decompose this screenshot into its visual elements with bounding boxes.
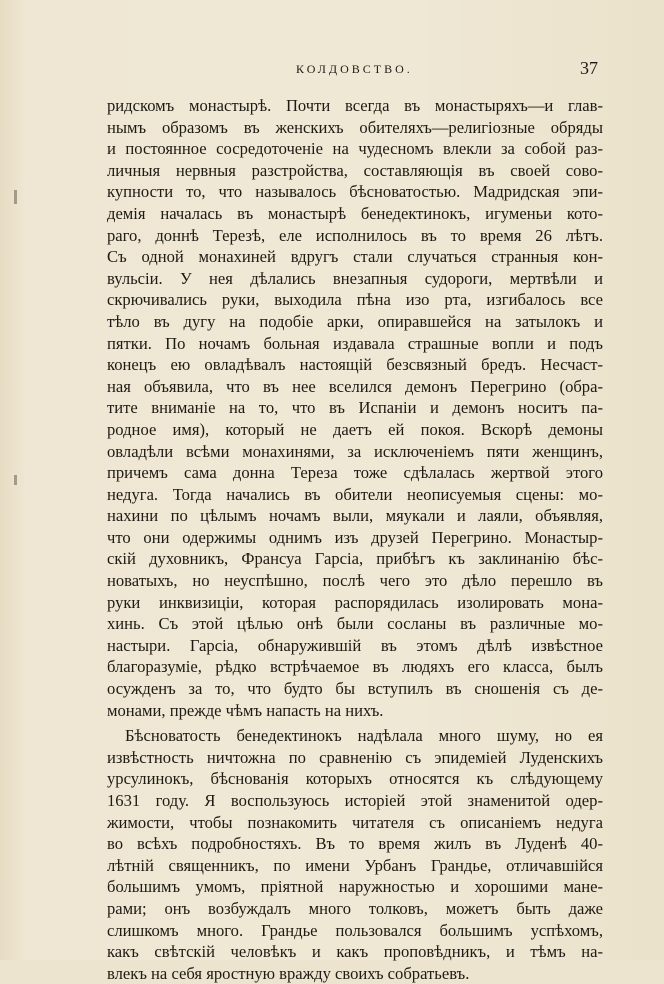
- text-line: Бѣсноватость бенедектинокъ надѣлала много шуму, но ея: [125, 726, 603, 746]
- text-line: извѣстность ничтожна по сравненію съ эпидеміей Луденскихъ: [107, 747, 603, 767]
- text-line: скій духовникъ, Франсуа Гарсіа, прибѣгъ къ заклинанію бѣс-: [107, 549, 603, 569]
- text-line: влекъ на себя яростную вражду своихъ собратьевъ.: [107, 963, 470, 983]
- text-line: новатыхъ, но неуспѣшно, послѣ чего это дѣло перешло въ: [107, 571, 603, 591]
- text-line: пятки. По ночамъ больная издавала страшные вопли и подъ: [107, 333, 603, 353]
- running-title: КОЛДОВСТВО.: [296, 62, 413, 76]
- text-line: во всѣхъ подробностяхъ. Въ то время жилъ въ Луденѣ 40-: [107, 834, 603, 854]
- text-line: хинь. Съ этой цѣлью онѣ были сосланы въ различные мо-: [107, 614, 603, 634]
- margin-ink-mark: [14, 190, 17, 204]
- text-line: недуга. Тогда начались въ обители неописуемыя сцены: мо-: [107, 484, 603, 504]
- text-line: слишкомъ много. Грандье пользовался большимъ успѣхомъ,: [107, 920, 603, 940]
- text-line: большимъ умомъ, пріятной наружностью и хорошими мане-: [107, 877, 603, 897]
- text-line: рами; онъ возбуждалъ много толковъ, можетъ быть даже: [107, 898, 603, 918]
- text-line: раго, доннѣ Терезѣ, еле исполнилось въ то время 26 лѣтъ.: [107, 225, 603, 245]
- text-line: настыри. Гарсіа, обнаружившій въ этомъ дѣлѣ извѣстное: [107, 635, 603, 655]
- text-line: и постоянное сосредоточеніе на чудесномъ влекли за собой раз-: [107, 139, 603, 159]
- text-line: 1631 году. Я воспользуюсь исторіей этой знаменитой одер-: [107, 791, 603, 810]
- text-line: вульсіи. У нея дѣлались внезапныя судороги, мертвѣли и: [107, 268, 603, 288]
- text-line: какъ свѣтскій человѣкъ и какъ проповѣдникъ, и тѣмъ на-: [107, 942, 603, 962]
- text-line: тите вниманіе на то, что въ Испаніи и демонъ носитъ па-: [107, 398, 603, 418]
- text-line: руки инквизиціи, которая распорядилась изолировать мона-: [107, 592, 603, 612]
- text-line: нахини по цѣлымъ ночамъ выли, мяукали и лаяли, объявляя,: [107, 506, 603, 526]
- text-line: родное имя), который не даетъ ей покоя. Вскорѣ демоны: [107, 419, 603, 439]
- text-line: благоразуміе, рѣдко встрѣчаемое въ людяхъ его класса, былъ: [107, 657, 603, 677]
- text-line: что они одержимы однимъ изъ друзей Перегрино. Монастыр-: [107, 527, 603, 547]
- text-line: монами, прежде чѣмъ напасть на нихъ.: [107, 700, 384, 720]
- text-line: жимости, чтобы познакомить читателя съ описаніемъ недуга: [107, 812, 603, 832]
- text-line: ная объявила, что въ нее вселился демонъ Перегрино (обра-: [107, 376, 603, 396]
- text-line: личныя нервныя разстройства, составляющія въ своей сово-: [107, 160, 603, 180]
- body-text: [107, 95, 603, 984]
- margin-ink-mark: [14, 475, 17, 485]
- text-line: конецъ ею овладѣвалъ настоящій безсвязный бредъ. Несчаст-: [107, 355, 603, 375]
- text-line: причемъ сама донна Тереза тоже сдѣлалась жертвой этого: [107, 463, 603, 483]
- text-line: лѣтній священникъ, по имени Урбанъ Грандье, отличавшійся: [107, 855, 603, 875]
- text-line: ридскомъ монастырѣ. Почти всегда въ монастыряхъ—и глав-: [107, 96, 603, 115]
- text-line: тѣло въ дугу на подобіе арки, опиравшейся на затылокъ и: [107, 311, 603, 331]
- text-line: урсулинокъ, бѣснованія которыхъ относятся къ слѣдующему: [107, 769, 603, 789]
- running-header: [0, 58, 664, 84]
- text-line: овладѣли всѣми монахинями, за исключеніемъ пяти женщинъ,: [107, 441, 603, 461]
- text-line: Съ одной монахиней вдругъ стали случаться странныя кон-: [107, 247, 603, 267]
- text-line: нымъ образомъ въ женскихъ обителяхъ—религіозные обряды: [107, 117, 603, 137]
- text-line: купности то, что называлось бѣсноватостью. Мадридская эпи-: [107, 182, 603, 202]
- text-line: скрючивались руки, выходила пѣна изо рта, изгибалось все: [107, 290, 603, 310]
- text-line: осужденъ за то, что будто бы вступилъ въ сношенія съ де-: [107, 679, 603, 699]
- page-number: 37: [580, 58, 598, 78]
- text-line: демія началась въ монастырѣ бенедектинокъ, игуменьи кото-: [107, 203, 603, 223]
